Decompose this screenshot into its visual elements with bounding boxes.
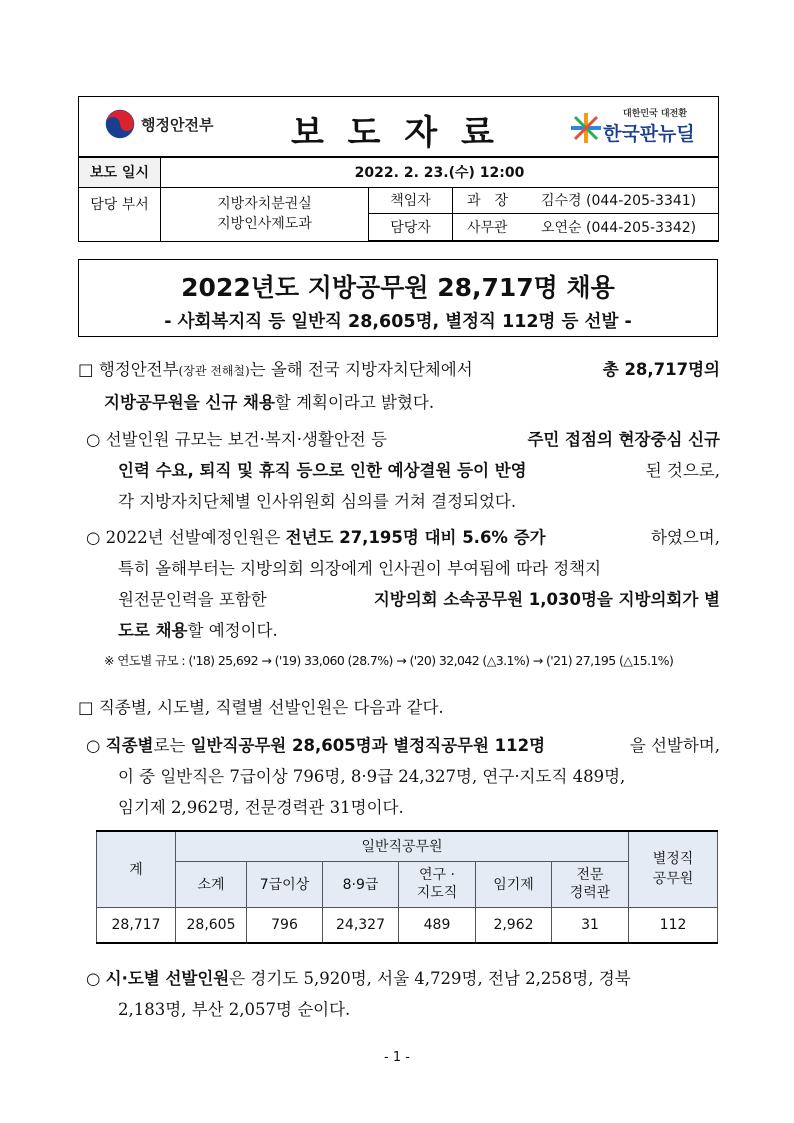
- release-label: 보도 일시: [79, 157, 161, 187]
- specialist-header: 전문 경력관: [552, 861, 629, 907]
- table-cell: 28,605: [176, 907, 247, 943]
- grade7-header: 7급이상: [247, 861, 323, 907]
- page-number: - 1 -: [384, 1050, 410, 1065]
- dept-line-2: 지방인사제도과: [217, 216, 312, 232]
- ministry-logo: [105, 109, 213, 139]
- circle-bullet: ○: [86, 736, 101, 755]
- doc-title: 보 도 자 료: [291, 113, 500, 153]
- special-header: 별정직 공무원: [629, 831, 718, 907]
- paragraph-4: □ 직종별, 시도별, 직렬별 선발인원은 다음과 같다.: [78, 698, 444, 717]
- grade89-header: 8·9급: [323, 861, 399, 907]
- table-cell: 28,717: [97, 907, 176, 943]
- dept-label: 담당 부서: [79, 187, 161, 241]
- resp-person: 김수경 (044-205-3341): [541, 193, 697, 209]
- paragraph-6: ○ 시·도별 선발인원은 경기도 5,920명, 서울 4,729명, 전남 2,258명, 경북 2,183명, 부산 2,057명 순이다.: [86, 969, 631, 1019]
- paragraph-2: ○ 선발인원 규모는 보건·복지·생활안전 등 주민 접점의 현장중심 신규 인력 수요, 퇴직 및 휴직 등으로 인한 예상결원 등이 반영 된 것으로, 각 지방자치단체별 인사위원회 심의를 거쳐 결정되었다.: [86, 430, 720, 511]
- release-value: 2022. 2. 23.(수) 12:00: [161, 157, 719, 187]
- staff-person: 오연순 (044-205-3342): [541, 219, 697, 236]
- table-cell: 796: [247, 907, 323, 943]
- table-cell: 24,327: [323, 907, 399, 943]
- square-bullet: □: [78, 698, 94, 717]
- resp-title: 과 장: [467, 193, 509, 209]
- paragraph-3: ○ 2022년 선발예정인원은 전년도 27,195명 대비 5.6% 증가 하였으며, 특히 올해부터는 지방의회 의장에게 인사권이 부여됨에 따라 정책지 원전문인력을 포함한 지방의회 소속공무원 1,030명을 지방의회가 별 도로 채용할 예정이다.: [86, 528, 720, 640]
- circle-bullet: ○: [86, 969, 101, 988]
- yearly-note: ※ 연도별 규모 : ('18) 25,692 → ('19) 33,060 (28.7%) → ('20) 32,042 (△3.1%) → ('21) 27,195 (△15.1%): [104, 653, 674, 668]
- table-cell: 489: [399, 907, 476, 943]
- brand-name: 한국판뉴딜: [603, 123, 695, 145]
- new-deal-star-icon: [569, 111, 603, 145]
- new-deal-logo: [569, 106, 719, 148]
- general-header: 일반직공무원: [176, 831, 629, 861]
- square-bullet: □: [78, 360, 94, 379]
- table-cell: 2,962: [476, 907, 552, 943]
- circle-bullet: ○: [86, 528, 101, 547]
- resp-label: 책임자: [369, 187, 453, 213]
- total-header: 계: [97, 831, 176, 907]
- table-cell: 31: [552, 907, 629, 943]
- paragraph-1: □ 행정안전부(장관 전해철)는 올해 전국 지방자치단체에서 총 28,717명의 지방공무원을 신규 채용할 계획이라고 밝혔다.: [78, 360, 720, 412]
- research-header: 연구 · 지도직: [399, 861, 476, 907]
- circle-bullet: ○: [86, 430, 101, 449]
- header-table: [78, 96, 719, 242]
- staff-label: 담당자: [369, 213, 453, 241]
- dept-line-1: 지방자치분권실: [217, 196, 312, 212]
- subtotal-header: 소계: [176, 861, 247, 907]
- staff-title: 사무관: [467, 219, 508, 236]
- fixed-term-header: 임기제: [476, 861, 552, 907]
- table-row: [97, 907, 718, 943]
- headline-subtitle: - 사회복지직 등 일반직 28,605명, 별정직 112명 등 선발 -: [164, 312, 632, 332]
- brand-slogan: 대한민국 대전환: [623, 109, 687, 119]
- headline-title: 2022년도 지방공무원 28,717명 채용: [181, 273, 615, 302]
- ministry-name: 행정안전부: [141, 115, 214, 134]
- paragraph-5: ○ 직종별로는 일반직공무원 28,605명과 별정직공무원 112명 을 선발하며, 이 중 일반직은 7급이상 796명, 8·9급 24,327명, 연구·지도직 489명, 임기제 2,962명, 전문경력관 31명이다.: [86, 736, 720, 817]
- taegeuk-icon: [105, 109, 135, 139]
- table-cell: 112: [629, 907, 718, 943]
- headline-box: [78, 259, 718, 337]
- recruitment-table: [96, 830, 718, 944]
